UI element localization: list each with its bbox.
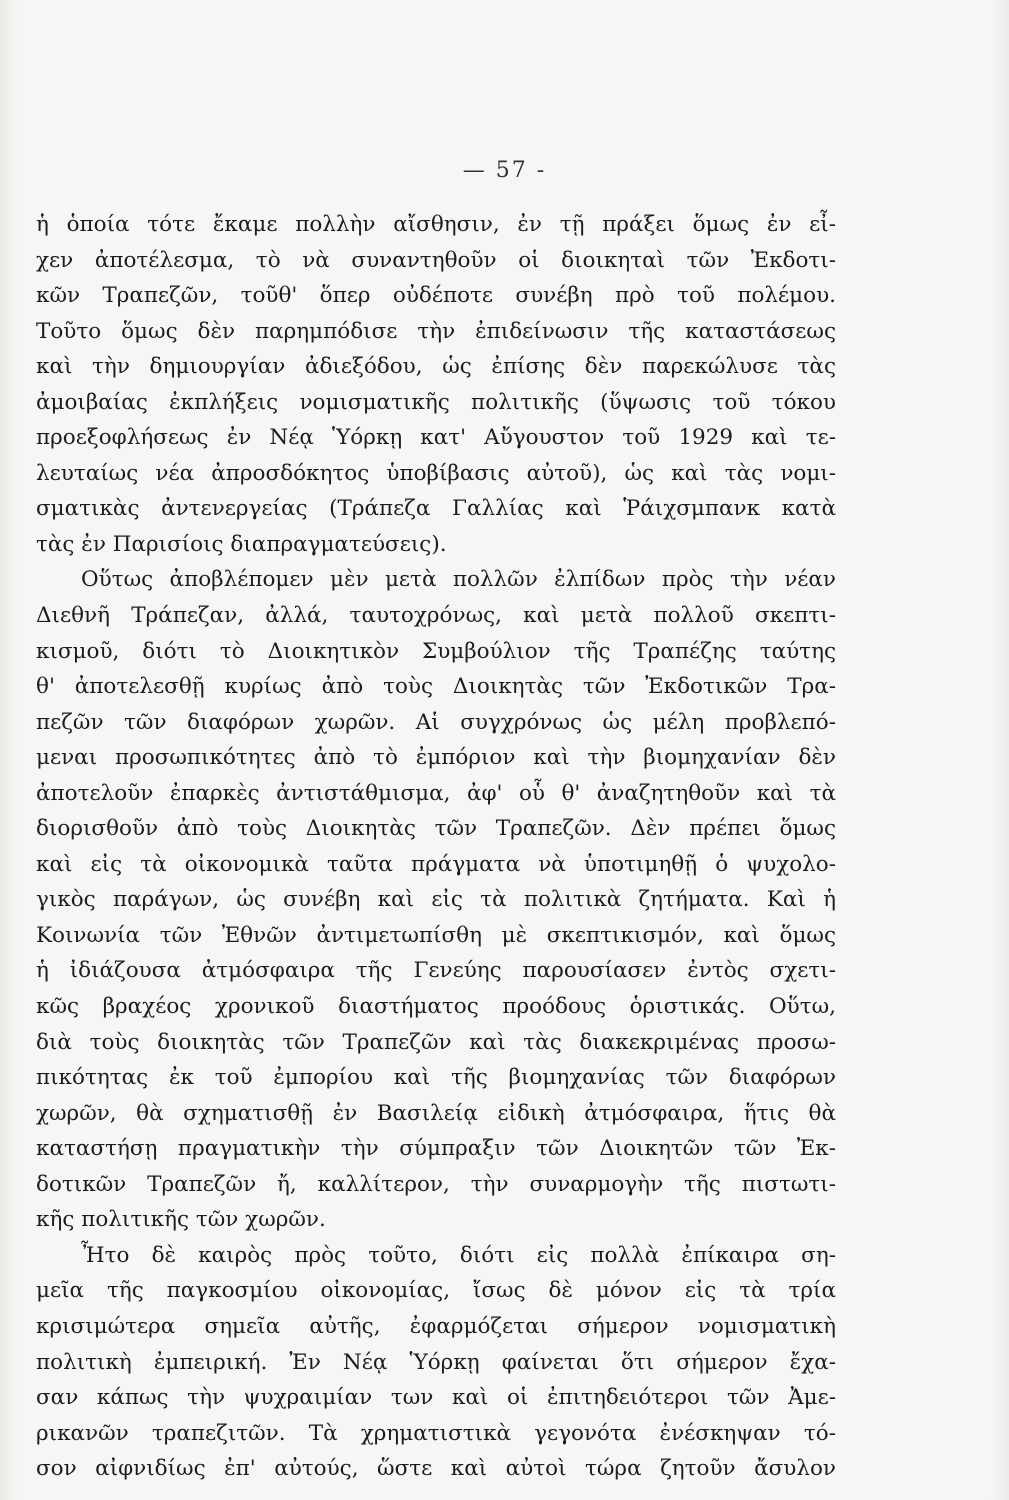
text-line: θ' ἀποτελεσθῇ κυρίως ἀπὸ τοὺς Διοικητὰς τῶν Ἐκδοτικῶν Τρα- [36,674,836,700]
text-line: μεῖα τῆς παγκοσμίου οἰκονομίας, ἴσως δὲ μόνον εἰς τὰ τρία [36,1278,836,1304]
text-line: κῶν Τραπεζῶν, τοῦθ' ὅπερ οὐδέποτε συνέβη πρὸ τοῦ πολέμου. [36,283,836,309]
text-line: ρικανῶν τραπεζιτῶν. Τὰ χρηματιστικὰ γεγονότα ἐνέσκηψαν τό- [36,1420,836,1446]
text-line: πικότητας ἐκ τοῦ ἐμπορίου καὶ τῆς βιομηχανίας τῶν διαφόρων [36,1065,836,1091]
text-line: καὶ εἰς τὰ οἰκονομικὰ ταῦτα πράγματα νὰ ὑποτιμηθῇ ὁ ψυχολο- [36,851,836,877]
text-line: διορισθοῦν ἀπὸ τοὺς Διοικητὰς τῶν Τραπεζῶν. Δὲν πρέπει ὅμως [36,816,836,842]
text-line: σαν κάπως τὴν ψυχραιμίαν των καὶ οἱ ἐπιτηδειότεροι τῶν Ἀμε- [36,1385,836,1411]
text-line: κρισιμώτερα σημεῖα αὐτῆς, ἐφαρμόζεται σήμερον νομισματικὴ [36,1313,836,1339]
text-line: τὰς ἐν Παρισίοις διαπραγματεύσεις). [36,531,447,557]
text-line: Κοινωνία τῶν Ἐθνῶν ἀντιμετωπίσθη μὲ σκεπτικισμόν, καὶ ὅμως [36,922,836,948]
text-line: ἡ ὁποία τότε ἔκαμε πολλὴν αἴσθησιν, ἐν τῇ πράξει ὅμως ἐν εἶ- [36,212,836,237]
text-line: ἡ ἰδιάζουσα ἀτμόσφαιρα τῆς Γενεύης παρουσίασεν ἐντὸς σχετι- [36,958,836,984]
text-line: Τοῦτο ὅμως δὲν παρημπόδισε τὴν ἐπιδείνωσιν τῆς καταστάσεως [36,318,836,344]
text-line: κισμοῦ, διότι τὸ Διοικητικὸν Συμβούλιον τῆς Τραπέζης ταύτης [36,638,836,664]
text-line: προεξοφλήσεως ἐν Νέᾳ Ὑόρκῃ κατ' Αὔγουστον τοῦ 1929 καὶ τε- [36,425,836,451]
text-line: δοτικῶν Τραπεζῶν ἤ, καλλίτερον, τὴν συναρμογὴν τῆς πιστωτι- [36,1171,836,1197]
text-line: χωρῶν, θὰ σχηματισθῇ ἐν Βασιλείᾳ εἰδικὴ ἀτμόσφαιρα, ἥτις θὰ [36,1100,836,1126]
text-line: λευταίως νέα ἀπροσδόκητος ὑποβίβασις αὐτοῦ), ὡς καὶ τὰς νομι- [36,460,836,486]
text-line: σματικὰς ἀντενεργείας (Τράπεζα Γαλλίας καὶ Ῥάιχσμπανκ κατὰ [36,496,836,522]
text-line: πεζῶν τῶν διαφόρων χωρῶν. Αἱ συγχρόνως ὡς μέλη προβλεπό- [36,709,836,735]
page-number: — 57 - [462,158,547,183]
text-line: καὶ τὴν δημιουργίαν ἀδιεξόδου, ὡς ἐπίσης δὲν παρεκώλυσε τὰς [36,354,836,380]
text-line: σον αἰφνιδίως ἐπ' αὐτούς, ὥστε καὶ αὐτοὶ τώρα ζητοῦν ἄσυλον [36,1456,836,1482]
text-line: Ἦτο δὲ καιρὸς πρὸς τοῦτο, διότι εἰς πολλὰ ἐπίκαιρα ση- [81,1242,836,1268]
text-line: διὰ τοὺς διοικητὰς τῶν Τραπεζῶν καὶ τὰς διακεκριμένας προσω- [36,1029,836,1055]
text-line: Διεθνῆ Τράπεζαν, ἀλλά, ταυτοχρόνως, καὶ μετὰ πολλοῦ σκεπτι- [36,603,836,629]
text-line: καταστήσῃ πραγματικὴν τὴν σύμπραξιν τῶν Διοικητῶν τῶν Ἐκ- [36,1136,836,1162]
text-line: γικὸς παράγων, ὡς συνέβη καὶ εἰς τὰ πολιτικὰ ζητήματα. Καὶ ἡ [36,887,836,913]
text-line: κῶς βραχέος χρονικοῦ διαστήματος προόδους ὁριστικάς. Οὕτω, [36,994,836,1020]
text-line: Οὕτως ἀποβλέπομεν μὲν μετὰ πολλῶν ἐλπίδων πρὸς τὴν νέαν [81,567,836,593]
text-line: χεν ἀποτέλεσμα, τὸ νὰ συναντηθοῦν οἱ διοικηταὶ τῶν Ἐκδοτι- [36,247,836,273]
text-line: πολιτικὴ ἐμπειρική. Ἐν Νέᾳ Ὑόρκῃ φαίνεται ὅτι σήμερον ἔχα- [36,1349,836,1375]
text-line: κῆς πολιτικῆς τῶν χωρῶν. [36,1207,326,1233]
body-text [36,207,836,1487]
text-line: ἀποτελοῦν ἐπαρκὲς ἀντιστάθμισμα, ἀφ' οὗ θ' ἀναζητηθοῦν καὶ τὰ [36,780,836,806]
text-line: μεναι προσωπικότητες ἀπὸ τὸ ἐμπόριον καὶ τὴν βιομηχανίαν δὲν [36,745,836,771]
text-line: ἀμοιβαίας ἐκπλήξεις νομισματικῆς πολιτικῆς (ὕψωσις τοῦ τόκου [36,389,836,415]
